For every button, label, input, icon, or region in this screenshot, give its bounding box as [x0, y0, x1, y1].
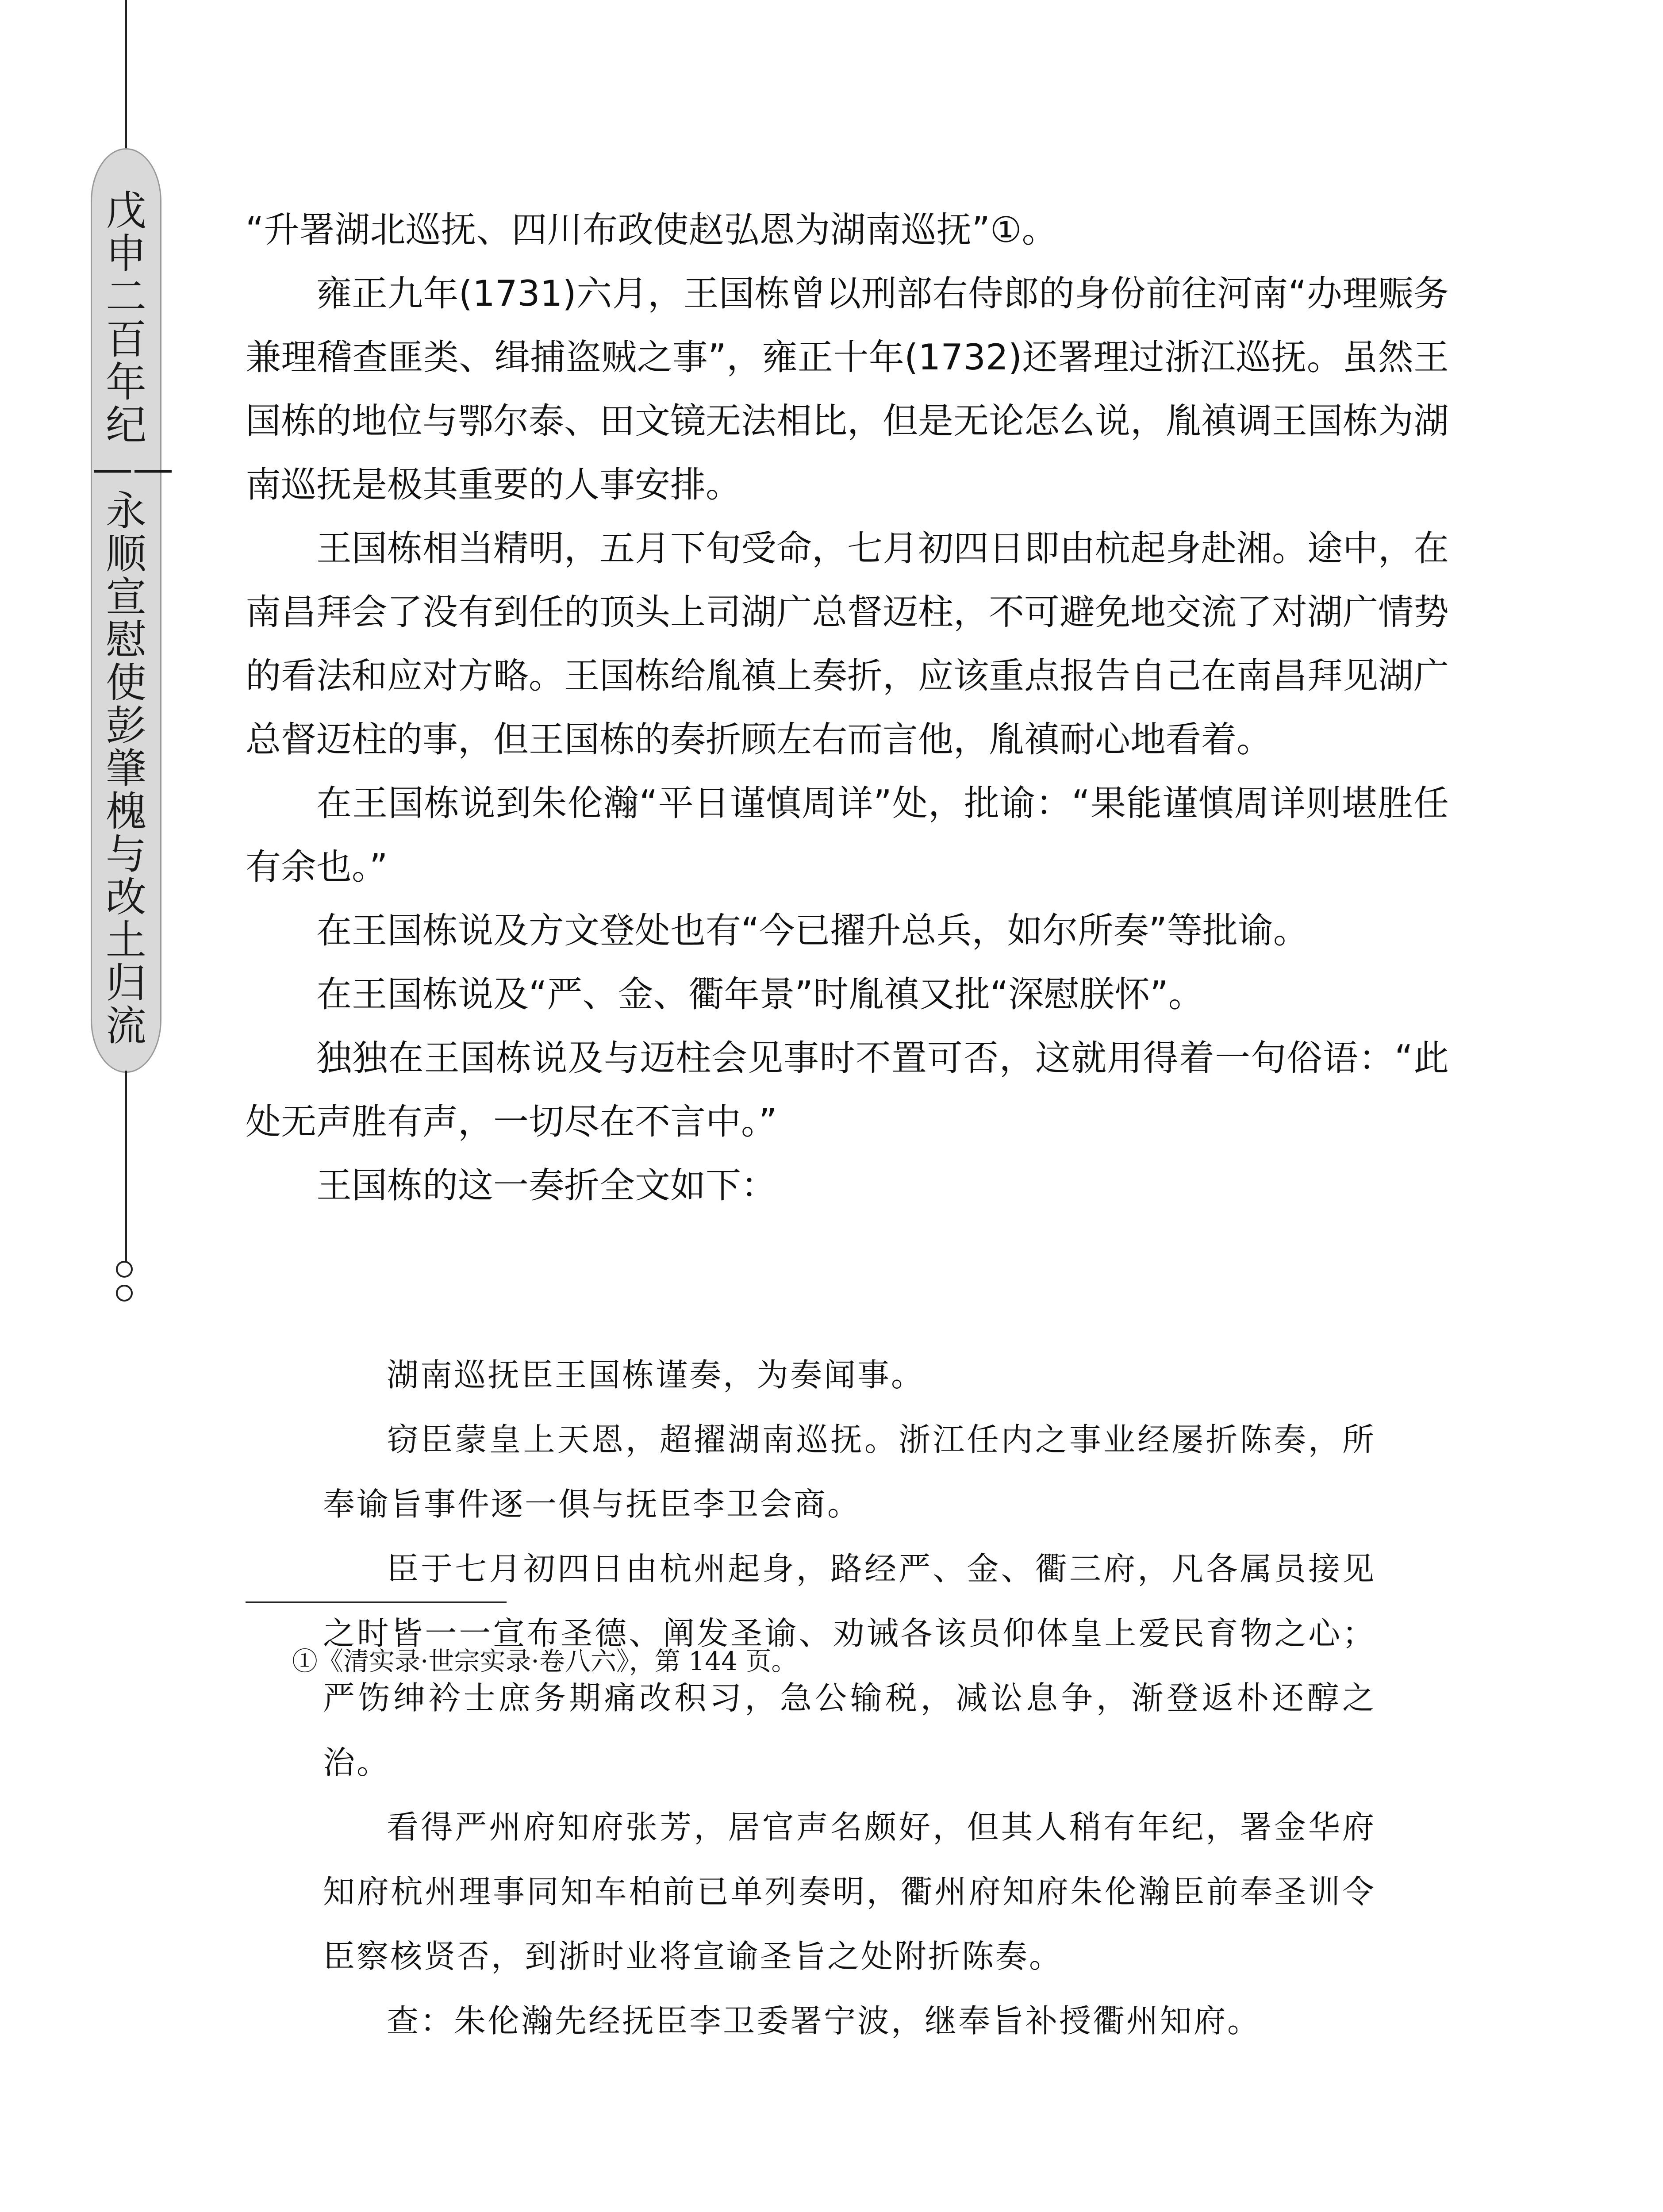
paragraph: 在王国栋说到朱伦瀚“平日谨慎周详”处，批谕：“果能谨慎周详则堪胜任有余也。”: [246, 783, 1449, 887]
footnote-divider: [246, 1601, 507, 1603]
paragraph: 在王国栋说及方文登处也有“今已擢升总兵，如尔所奏”等批谕。: [316, 910, 1309, 951]
quote-paragraph: 窃臣蒙皇上天恩，超擢湖南巡抚。浙江任内之事业经屡折陈奏，所奉谕旨事件逐一俱与抚臣李卫会商。: [323, 1421, 1376, 1523]
paragraph: 王国栋的这一奏折全文如下：: [316, 1165, 776, 1206]
paragraph: 独独在王国栋说及与迈柱会见事时不置可否，这就用得着一句俗语：“此处无声胜有声，一切尽在不言中。”: [246, 1037, 1449, 1142]
paragraph: “升署湖北巡抚、四川布政使赵弘恩为湖南巡抚”①。: [246, 209, 1057, 250]
side-banner: [91, 148, 173, 1073]
quote-paragraph: 湖南巡抚臣王国栋谨奏，为奏闻事。: [387, 1356, 925, 1394]
footnote: ①《清实录·世宗实录·卷八六》，第 144 页。: [292, 1646, 797, 1676]
quote-paragraph: 看得严州府知府张芳，居官声名颇好，但其人稍有年纪，署金华府知府杭州理事同知车柏前已单列奏明，衢州府知府朱伦瀚臣前奉圣训令臣察核贤否，到浙时业将宣谕圣旨之处附折陈奏。: [323, 1809, 1376, 1975]
paragraph: 在王国栋说及“严、金、衢年景”时胤禛又批“深慰朕怀”。: [316, 974, 1204, 1015]
quoted-memorial: [323, 1343, 1376, 2053]
margin-rule-top: [125, 0, 127, 150]
main-text: [246, 198, 1449, 1217]
circle-ornament-icon: [116, 1261, 133, 1278]
quote-paragraph: 查：朱伦瀚先经抚臣李卫委署宁波，继奉旨补授衢州知府。: [387, 2002, 1261, 2039]
margin-rule-bottom: [125, 1071, 127, 1261]
paragraph: 雍正九年(1731)六月，王国栋曾以刑部右侍郎的身份前往河南“办理赈务兼理稽查匪类、缉捕盗贼之事”，雍正十年(1732)还署理过浙江巡抚。虽然王国栋的地位与鄂尔泰、田文镜无法相比，但是无论怎么说，胤禛调王国栋为湖南巡抚是极其重要的人事安排。: [246, 273, 1449, 505]
circle-ornament-icon: [116, 1285, 133, 1302]
margin-ornament: [116, 1261, 136, 1309]
book-title-vertical: 戊申二百年纪——永顺宣慰使彭肇槐与改土归流: [92, 187, 173, 1050]
quote-paragraph: 臣于七月初四日由杭州起身，路经严、金、衢三府，凡各属员接见之时皆一一宣布圣德、阐发圣谕、劝诫各该员仰体皇上爱民育物之心；严饬绅衿士庶务期痛改积习，急公输税，减讼息争，渐登返朴还醇之治。: [323, 1550, 1376, 1781]
paragraph: 王国栋相当精明，五月下旬受命，七月初四日即由杭起身赴湘。途中，在南昌拜会了没有到任的顶头上司湖广总督迈柱，不可避免地交流了对湖广情势的看法和应对方略。王国栋给胤禛上奏折，应该重点报告自己在南昌拜见湖广总督迈柱的事，但王国栋的奏折顾左右而言他，胤禛耐心地看着。: [246, 528, 1449, 760]
